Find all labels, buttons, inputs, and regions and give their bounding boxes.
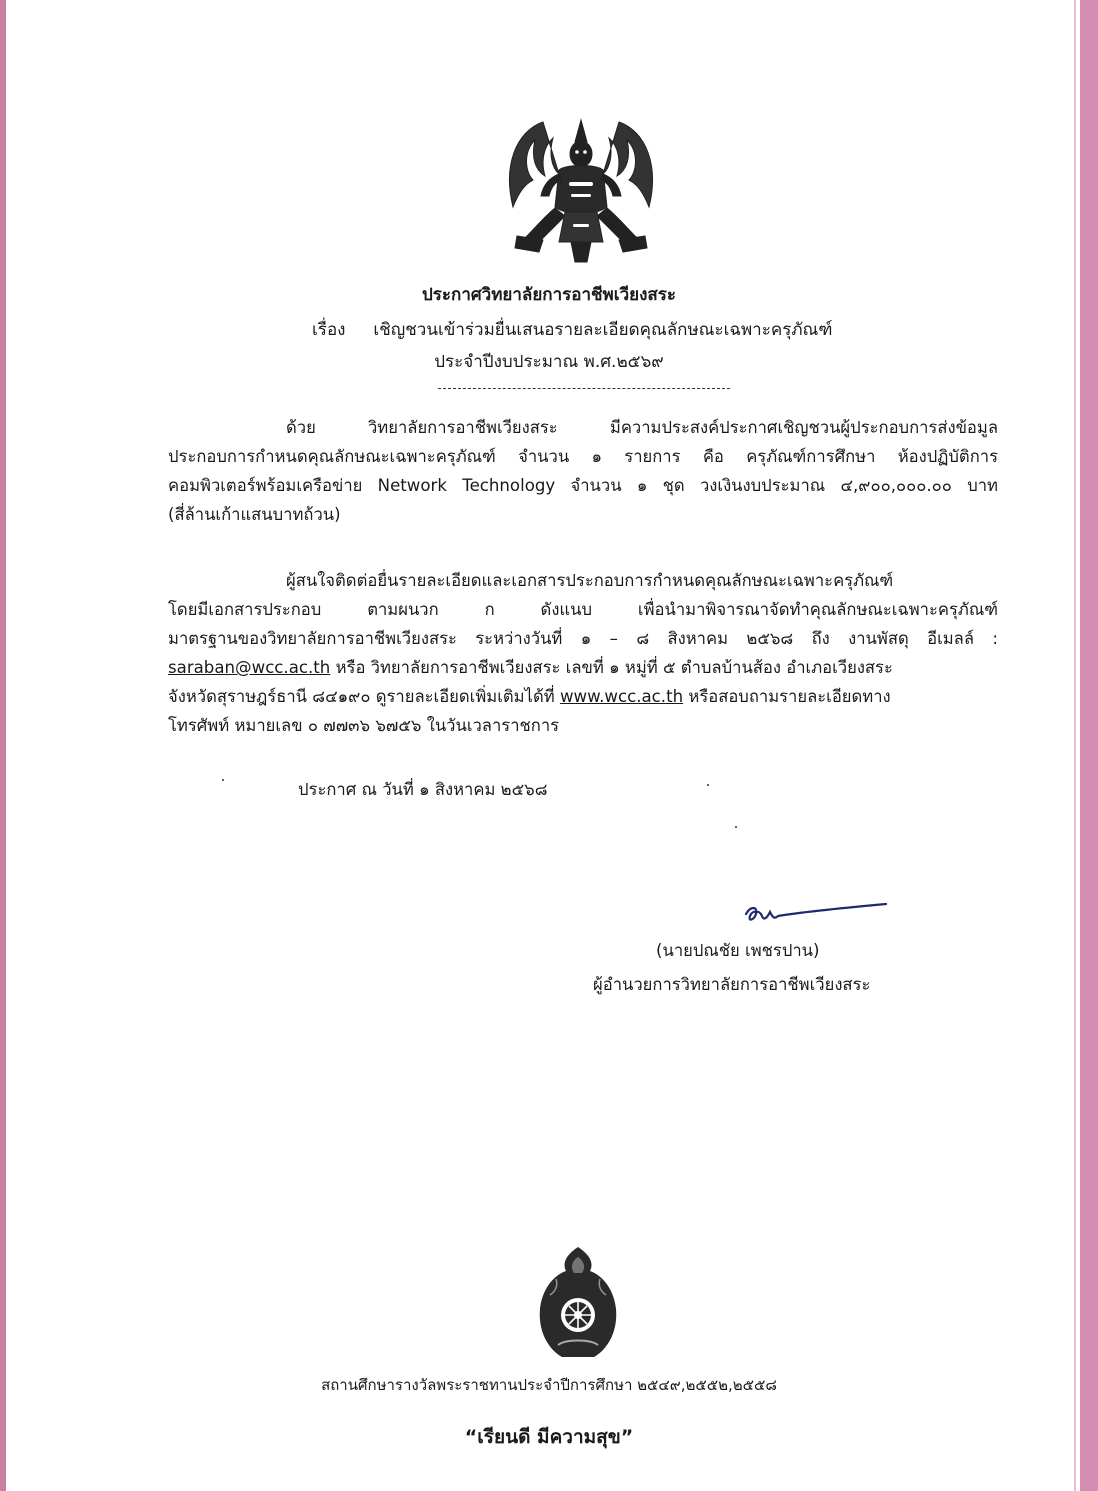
dashed-separator	[438, 388, 730, 389]
para2-line-1: ผู้สนใจติดต่อยื่นรายละเอียดและเอกสารประกอบการกำหนดคุณลักษณะเฉพาะครุภัณฑ์	[286, 571, 894, 590]
website-link[interactable]: www.wcc.ac.th	[559, 687, 684, 706]
para2-line-5-end: หรือสอบถามรายละเอียดทาง	[683, 687, 891, 706]
signer-name: (นายปณชัย เพชรปาน)	[656, 941, 820, 960]
scan-speck	[222, 779, 224, 781]
para1-line-3: คอมพิวเตอร์พร้อมเครือข่าย Network Technology จำนวน ๑ ชุด วงเงินงบประมาณ ๔,๙๐๐,๐๐๐.๐๐ บาท	[168, 476, 998, 495]
para2-line-2: โดยมีเอกสารประกอบ ตามผนวก ก ดังแนบ เพื่อนำมาพิจารณาจัดทำคุณลักษณะเฉพาะครุภัณฑ์	[168, 600, 998, 619]
announcement-title: ประกาศวิทยาลัยการอาชีพเวียงสระ	[421, 285, 677, 305]
signature-icon	[742, 900, 890, 930]
scan-edge-left	[0, 0, 6, 1491]
fiscal-year: ประจำปีงบประมาณ พ.ศ.๒๕๖๙	[434, 352, 664, 372]
scan-speck	[735, 826, 737, 828]
scan-edge-right	[1080, 0, 1098, 1491]
scan-speck	[707, 784, 709, 786]
paragraph-2	[168, 566, 998, 740]
subject-text: เชิญชวนเข้าร่วมยื่นเสนอรายละเอียดคุณลักษณะเฉพาะครุภัณฑ์	[373, 320, 833, 340]
para2-line-6: โทรศัพท์ หมายเลข ๐ ๗๗๓๖ ๖๗๕๖ ในวันเวลาราชการ	[168, 716, 560, 735]
para1-line-1: ด้วย วิทยาลัยการอาชีพเวียงสระ มีความประสงค์ประกาศเชิญชวนผู้ประกอบการส่งข้อมูล	[286, 418, 998, 437]
garuda-emblem-icon	[495, 112, 667, 272]
email-link[interactable]: saraban@wcc.ac.th	[168, 658, 331, 677]
ministry-emblem-icon	[536, 1245, 620, 1363]
motto: “เรียนดี มีความสุข”	[464, 1426, 634, 1448]
para2-line-3: มาตรฐานของวิทยาลัยการอาชีพเวียงสระ ระหว่างวันที่ ๑ – ๘ สิงหาคม ๒๕๖๘ ถึง งานพัสดุ อีเมลล์ :	[168, 629, 998, 648]
paragraph-1	[168, 413, 998, 529]
signer-position: ผู้อำนวยการวิทยาลัยการอาชีพเวียงสระ	[593, 975, 871, 994]
para1-line-4: (สี่ล้านเก้าแสนบาทถ้วน)	[168, 505, 341, 524]
para2-line-5	[168, 682, 998, 711]
scan-edge-line	[1074, 0, 1076, 1491]
para1-line-2: ประกอบการกำหนดคุณลักษณะเฉพาะครุภัณฑ์ จำนวน ๑ รายการ คือ ครุภัณฑ์การศึกษา ห้องปฏิบัติการ	[168, 447, 998, 466]
para2-line-5-start: จังหวัดสุราษฎร์ธานี ๘๔๑๙๐ ดูรายละเอียดเพิ่มเติมได้ที่	[168, 687, 560, 706]
subject-label: เรื่อง	[312, 320, 346, 340]
announce-date: ประกาศ ณ วันที่ ๑ สิงหาคม ๒๕๖๘	[298, 780, 548, 799]
para2-line-4	[168, 653, 998, 682]
subject-row	[312, 316, 832, 343]
award-text: สถานศึกษารางวัลพระราชทานประจำปีการศึกษา ๒๕๔๙,๒๕๕๒,๒๕๕๘	[321, 1376, 777, 1394]
para2-line-4-rest: หรือ วิทยาลัยการอาชีพเวียงสระ เลขที่ ๑ หมู่ที่ ๕ ตำบลบ้านส้อง อำเภอเวียงสระ	[330, 658, 893, 677]
